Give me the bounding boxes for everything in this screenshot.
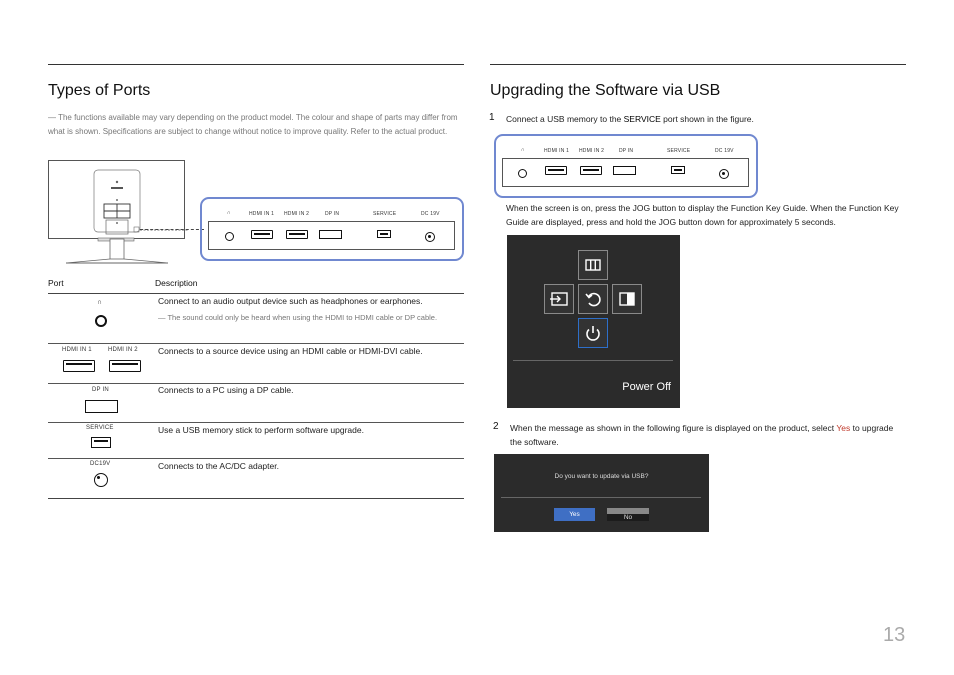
power-icon — [579, 319, 607, 347]
dc-jack-icon — [719, 169, 729, 179]
table-row-hdmi-desc: Connects to a source device using an HDMI cable or HDMI-DVI cable. — [158, 346, 423, 356]
table-row-dp-desc: Connects to a PC using a DP cable. — [158, 385, 294, 395]
note-text: The functions available may vary depending on the product model. The colour and shape of parts may differ from what is shown. Specifications are subject to change without notice to improve quality. Refer to the actual product. — [48, 113, 458, 136]
update-dialog — [494, 454, 709, 532]
dc-jack-icon — [94, 473, 108, 487]
osd-picture-button[interactable] — [612, 284, 642, 314]
step-2-text — [510, 421, 902, 449]
menu-icon — [579, 251, 607, 279]
table-header-port: Port — [48, 278, 64, 288]
osd-power-off-label: Power Off — [622, 381, 671, 393]
dp-port-icon — [613, 166, 636, 175]
dp-port-icon — [85, 400, 118, 413]
left-top-rule — [48, 64, 464, 65]
headphone-jack-icon — [518, 169, 527, 178]
dc-port-label: DC 19V — [715, 148, 734, 154]
service-port-label: SERVICE — [667, 148, 691, 154]
dp-port-icon — [319, 230, 342, 239]
table-row-hdmi1-label: HDMI IN 1 — [62, 347, 92, 353]
table-row-headphone-note — [158, 312, 458, 325]
hdmi1-port-label: HDMI IN 1 — [544, 148, 570, 154]
function-key-guide-osd — [507, 235, 680, 408]
service-keyword: SERVICE — [623, 114, 661, 124]
osd-divider — [513, 360, 673, 361]
step-2-text-before: When the message as shown in the following figure is displayed on the product, select — [510, 423, 837, 433]
hdmi1-port-icon — [251, 230, 273, 239]
step-1-detail: When the screen is on, press the JOG button to display the Function Key Guide. When the Function Key Guide are displayed, press and hold the JOG button down for approximately 5 seconds. — [506, 203, 899, 227]
dp-port-label: DP IN — [325, 211, 340, 217]
update-dialog-yes-button[interactable]: Yes — [554, 508, 595, 521]
headphone-port-label: ∩ — [227, 210, 231, 216]
table-row-rule — [48, 458, 464, 459]
section-title-upgrading-software: Upgrading the Software via USB — [490, 82, 721, 99]
dc-jack-icon — [425, 232, 435, 242]
hdmi2-port-icon — [286, 230, 308, 239]
right-top-rule — [490, 64, 906, 65]
headphone-port-label: ∩ — [521, 147, 525, 153]
callout-leader-line — [140, 229, 204, 230]
section-title-types-of-ports: Types of Ports — [48, 82, 151, 99]
yes-keyword: Yes — [836, 423, 851, 433]
service-port-label: SERVICE — [373, 211, 397, 217]
monitor-back-illustration — [48, 160, 188, 266]
step-1-number: 1 — [489, 112, 495, 123]
table-row-dp-label: DP IN — [92, 387, 109, 393]
update-dialog-divider — [501, 497, 701, 498]
update-dialog-question: Do you want to update via USB? — [554, 473, 649, 480]
hdmi2-port-icon — [109, 360, 141, 372]
table-row-headphone-desc: Connect to an audio output device such as headphones or earphones. — [158, 296, 423, 306]
osd-power-button[interactable] — [578, 318, 608, 348]
osd-menu-button[interactable] — [578, 250, 608, 280]
picture-mode-icon — [613, 285, 641, 313]
dp-port-label: DP IN — [619, 148, 634, 154]
step-1-text-before: Connect a USB memory to the — [506, 114, 624, 124]
step-1-text-after: port shown in the figure. — [660, 114, 754, 124]
service-usb-port-icon — [377, 230, 391, 238]
source-input-icon — [545, 285, 573, 313]
headphone-jack-icon — [95, 315, 107, 327]
headphone-jack-icon — [225, 232, 234, 241]
note-text: The sound could only be heard when using the HDMI to HDMI cable or DP cable. — [167, 313, 438, 322]
hdmi2-port-label: HDMI IN 2 — [579, 148, 605, 154]
note-mark: ― — [48, 113, 56, 122]
table-row-rule — [48, 422, 464, 423]
step-1-text — [506, 112, 906, 126]
step-2-number: 2 — [493, 421, 499, 432]
table-row-hdmi2-label: HDMI IN 2 — [108, 347, 138, 353]
table-header-description: Description — [155, 278, 198, 288]
table-header-rule — [48, 293, 464, 294]
osd-source-button[interactable] — [544, 284, 574, 314]
hdmi1-port-label: HDMI IN 1 — [249, 211, 275, 217]
osd-return-button[interactable] — [578, 284, 608, 314]
hdmi2-port-icon — [580, 166, 602, 175]
table-row-service-desc: Use a USB memory stick to perform software upgrade. — [158, 425, 364, 435]
table-bottom-rule — [48, 498, 464, 499]
update-dialog-no-button[interactable]: No — [607, 508, 649, 521]
service-usb-port-icon — [91, 437, 111, 448]
service-usb-port-icon — [671, 166, 685, 174]
table-row-dc-desc: Connects to the AC/DC adapter. — [158, 461, 279, 471]
note-mark: ― — [158, 313, 166, 322]
step-2-text-after: to upgrade the software. — [510, 423, 894, 447]
disclaimer-note — [48, 111, 463, 138]
hdmi2-port-label: HDMI IN 2 — [284, 211, 310, 217]
table-row-rule — [48, 343, 464, 344]
hdmi1-port-icon — [545, 166, 567, 175]
table-row-dc-label: DC19V — [90, 461, 111, 467]
table-row-headphone-label: ∩ — [97, 299, 103, 306]
dc-port-label: DC 19V — [421, 211, 440, 217]
hdmi1-port-icon — [63, 360, 95, 372]
return-icon — [579, 285, 607, 313]
table-row-service-label: SERVICE — [86, 425, 114, 431]
page-number: 13 — [883, 624, 906, 646]
